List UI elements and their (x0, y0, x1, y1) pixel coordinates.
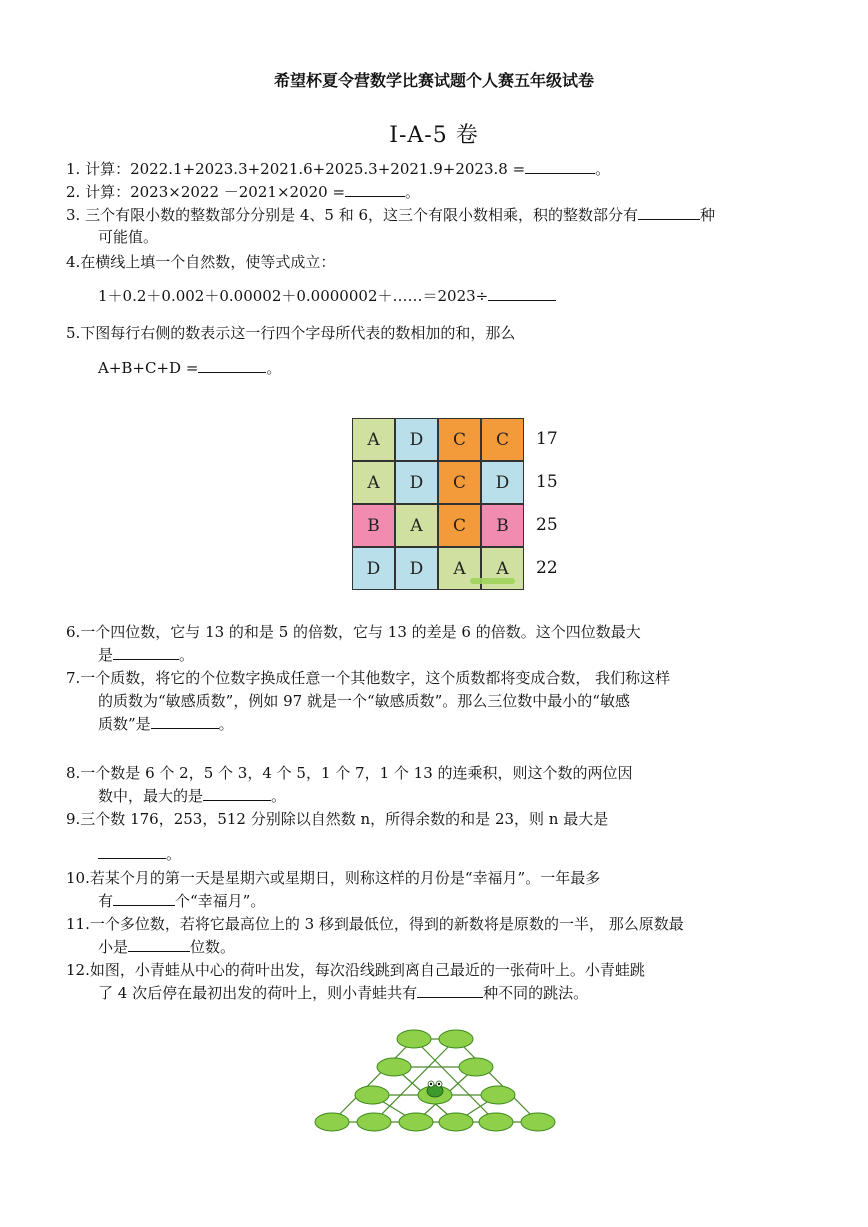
grid-cell: D (395, 461, 438, 504)
question-2: 2. 计算：2023×2022 －2021×2020 = 。 (66, 183, 421, 201)
row-sum: 17 (536, 429, 558, 449)
lily-pad (377, 1058, 411, 1076)
question-1: 1. 计算：2022.1+2023.3+2021.6+2025.3+2021.9+2023.8 = 。 (66, 160, 611, 178)
grid-cell: D (352, 547, 395, 590)
highlight-mark (470, 578, 515, 584)
lily-pad (357, 1113, 391, 1131)
lily-pad-triangle-diagram (310, 1025, 560, 1140)
answer-blank[interactable] (417, 983, 483, 998)
question-9-line-2: 。 (98, 843, 181, 865)
question-4: 4.在横线上填一个自然数，使等式成立： (66, 253, 336, 271)
lily-pad (459, 1058, 493, 1076)
answer-blank[interactable] (113, 645, 179, 660)
answer-blank[interactable] (203, 786, 271, 801)
grid-cell: C (481, 418, 524, 461)
lily-pad (521, 1113, 555, 1131)
answer-blank[interactable] (151, 714, 219, 729)
lily-pad (397, 1030, 431, 1048)
lily-pad (399, 1113, 433, 1131)
question-10: 10.若某个月的第一天是星期六或星期日，则称这样的月份是“幸福月”。一年最多 (66, 869, 601, 887)
connection-lines (332, 1039, 538, 1122)
grid-cell: A (395, 504, 438, 547)
lily-pad (481, 1086, 515, 1104)
question-12: 12.如图，小青蛙从中心的荷叶出发，每次沿线跳到离自己最近的一张荷叶上。小青蛙跳 (66, 961, 645, 979)
grid-cell: D (395, 418, 438, 461)
question-3-line-2: 可能值。 (98, 228, 159, 246)
question-10-line-2: 有 个“幸福月”。 (98, 892, 266, 910)
grid-cell: A (352, 418, 395, 461)
grid-cell: C (438, 504, 481, 547)
question-8-line-2: 数中，最大的是 。 (98, 787, 287, 805)
question-5: 5.下图每行右侧的数表示这一行四个字母所代表的数相加的和，那么 (66, 324, 516, 342)
lily-pad (439, 1030, 473, 1048)
answer-blank[interactable] (113, 891, 175, 906)
grid-cell: D (481, 461, 524, 504)
question-6-line-2: 是 。 (98, 646, 195, 664)
row-sum: 22 (536, 558, 558, 578)
question-6: 6.一个四位数，它与 13 的和是 5 的倍数，它与 13 的差是 6 的倍数。这个四位数最大 (66, 623, 641, 641)
lily-pad (479, 1113, 513, 1131)
question-7: 7.一个质数，将它的个位数字换成任意一个其他数字，这个质数都将变成合数， 我们称这样 (66, 669, 671, 687)
lily-pads (315, 1030, 555, 1131)
lily-pad (439, 1113, 473, 1131)
answer-blank[interactable] (128, 937, 190, 952)
question-2-text: 2. 计算：2023×2022 －2021×2020 = (66, 183, 346, 201)
question-3-text: 3. 三个有限小数的整数部分分别是 4、5 和 6，这三个有限小数相乘，积的整数部分有 (66, 206, 639, 224)
row-sum: 15 (536, 472, 558, 492)
grid-cell: A (481, 547, 524, 590)
grid-cell: A (352, 461, 395, 504)
question-7-line-2: 的质数为“敏感质数”，例如 97 就是一个“敏感质数”。那么三位数中最小的“敏感 (98, 692, 630, 710)
row-sum: 25 (536, 515, 558, 535)
grid-cell: C (438, 461, 481, 504)
question-1-text: 1. 计算：2022.1+2023.3+2021.6+2025.3+2021.9+2023.8 = (66, 160, 526, 178)
grid-cell: C (438, 418, 481, 461)
answer-blank[interactable] (525, 159, 595, 174)
grid-cell: B (481, 504, 524, 547)
grid-cell: D (395, 547, 438, 590)
answer-blank[interactable] (638, 205, 700, 220)
question-3: 3. 三个有限小数的整数部分分别是 4、5 和 6，这三个有限小数相乘，积的整数部分有 种 (66, 206, 716, 224)
grid-cell: A (438, 547, 481, 590)
question-4-equation: 1＋0.2＋0.002＋0.00002＋0.0000002＋……＝2023÷ (98, 285, 556, 307)
question-11: 11.一个多位数，若将它最高位上的 3 移到最低位，得到的新数将是原数的一半， 那么原数最 (66, 915, 684, 933)
question-7-line-3: 质数”是 。 (98, 715, 234, 733)
answer-blank[interactable] (98, 844, 166, 859)
lily-pad (315, 1113, 349, 1131)
lily-pad (355, 1086, 389, 1104)
frog-icon (427, 1081, 443, 1097)
question-11-line-2: 小是 位数。 (98, 938, 236, 956)
answer-blank[interactable] (345, 182, 405, 197)
question-9: 9.三个数 176，253，512 分别除以自然数 n，所得余数的和是 23，则 n 最大是 (66, 810, 609, 828)
question-12-line-2: 了 4 次后停在最初出发的荷叶上，则小青蛙共有 种不同的跳法。 (98, 984, 589, 1002)
paper-version: I-A-5 卷 (389, 123, 479, 148)
answer-blank[interactable] (198, 358, 266, 373)
answer-blank[interactable] (488, 286, 556, 301)
page-title: 希望杯夏令营数学比赛试题个人赛五年级试卷 (273, 71, 594, 90)
question-8: 8.一个数是 6 个 2，5 个 3，4 个 5，1 个 7，1 个 13 的连乘积，则这个数的两位因 (66, 764, 633, 782)
question-5-line-2: A+B+C+D = 。 (98, 359, 282, 377)
grid-cell: B (352, 504, 395, 547)
